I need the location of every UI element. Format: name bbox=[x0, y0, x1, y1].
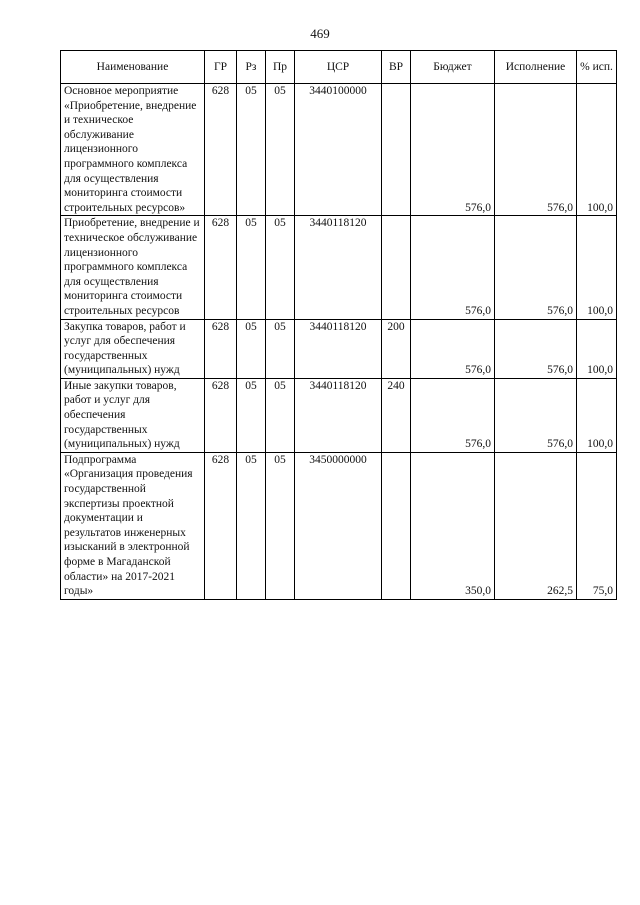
header-budget: Бюджет bbox=[411, 51, 495, 84]
header-rz: Рз bbox=[237, 51, 266, 84]
cell-name: Приобретение, внедрение и техническое обслуживание лицензионного программного комплекса для осуществления мониторинга стоимости строительных ресурсов bbox=[61, 216, 205, 319]
cell-pr: 05 bbox=[266, 216, 295, 319]
cell-pr: 05 bbox=[266, 452, 295, 599]
cell-percent: 75,0 bbox=[577, 452, 617, 599]
cell-percent: 100,0 bbox=[577, 319, 617, 378]
cell-name: Подпрограмма «Организация проведения государственной экспертизы проектной документации и результатов инженерных изысканий в электронной форме в Магаданской области» на 2017-2021 годы» bbox=[61, 452, 205, 599]
cell-percent: 100,0 bbox=[577, 378, 617, 452]
header-percent: % исп. bbox=[577, 51, 617, 84]
cell-pr: 05 bbox=[266, 378, 295, 452]
cell-vr bbox=[382, 84, 411, 216]
cell-gr: 628 bbox=[205, 216, 237, 319]
header-csr: ЦСР bbox=[295, 51, 382, 84]
cell-budget: 576,0 bbox=[411, 216, 495, 319]
cell-rz: 05 bbox=[237, 378, 266, 452]
cell-percent: 100,0 bbox=[577, 216, 617, 319]
cell-budget: 576,0 bbox=[411, 378, 495, 452]
cell-csr: 3440118120 bbox=[295, 378, 382, 452]
cell-gr: 628 bbox=[205, 319, 237, 378]
cell-rz: 05 bbox=[237, 84, 266, 216]
table-row bbox=[61, 378, 617, 452]
cell-vr: 200 bbox=[382, 319, 411, 378]
cell-name: Закупка товаров, работ и услуг для обеспечения государственных (муниципальных) нужд bbox=[61, 319, 205, 378]
table-row bbox=[61, 216, 617, 319]
cell-csr: 3440118120 bbox=[295, 216, 382, 319]
cell-vr bbox=[382, 452, 411, 599]
header-name: Наименование bbox=[61, 51, 205, 84]
cell-csr: 3450000000 bbox=[295, 452, 382, 599]
cell-name: Основное мероприятие «Приобретение, внедрение и техническое обслуживание лицензионного программного комплекса для осуществления мониторинга стоимости строительных ресурсов» bbox=[61, 84, 205, 216]
cell-gr: 628 bbox=[205, 378, 237, 452]
cell-percent: 100,0 bbox=[577, 84, 617, 216]
cell-rz: 05 bbox=[237, 452, 266, 599]
cell-execution: 576,0 bbox=[495, 319, 577, 378]
header-vr: ВР bbox=[382, 51, 411, 84]
cell-gr: 628 bbox=[205, 84, 237, 216]
cell-rz: 05 bbox=[237, 319, 266, 378]
cell-pr: 05 bbox=[266, 319, 295, 378]
cell-budget: 576,0 bbox=[411, 319, 495, 378]
cell-budget: 576,0 bbox=[411, 84, 495, 216]
budget-table bbox=[60, 50, 617, 600]
cell-vr bbox=[382, 216, 411, 319]
cell-vr: 240 bbox=[382, 378, 411, 452]
cell-execution: 576,0 bbox=[495, 84, 577, 216]
cell-csr: 3440100000 bbox=[295, 84, 382, 216]
cell-rz: 05 bbox=[237, 216, 266, 319]
header-gr: ГР bbox=[205, 51, 237, 84]
cell-execution: 576,0 bbox=[495, 216, 577, 319]
cell-name: Иные закупки товаров, работ и услуг для обеспечения государственных (муниципальных) нужд bbox=[61, 378, 205, 452]
table-row bbox=[61, 452, 617, 599]
table-row bbox=[61, 319, 617, 378]
cell-gr: 628 bbox=[205, 452, 237, 599]
header-execution: Исполнение bbox=[495, 51, 577, 84]
cell-execution: 576,0 bbox=[495, 378, 577, 452]
page-number: 469 bbox=[310, 26, 330, 41]
cell-budget: 350,0 bbox=[411, 452, 495, 599]
cell-execution: 262,5 bbox=[495, 452, 577, 599]
table-header-row bbox=[61, 51, 617, 84]
table-row bbox=[61, 84, 617, 216]
cell-csr: 3440118120 bbox=[295, 319, 382, 378]
header-pr: Пр bbox=[266, 51, 295, 84]
cell-pr: 05 bbox=[266, 84, 295, 216]
